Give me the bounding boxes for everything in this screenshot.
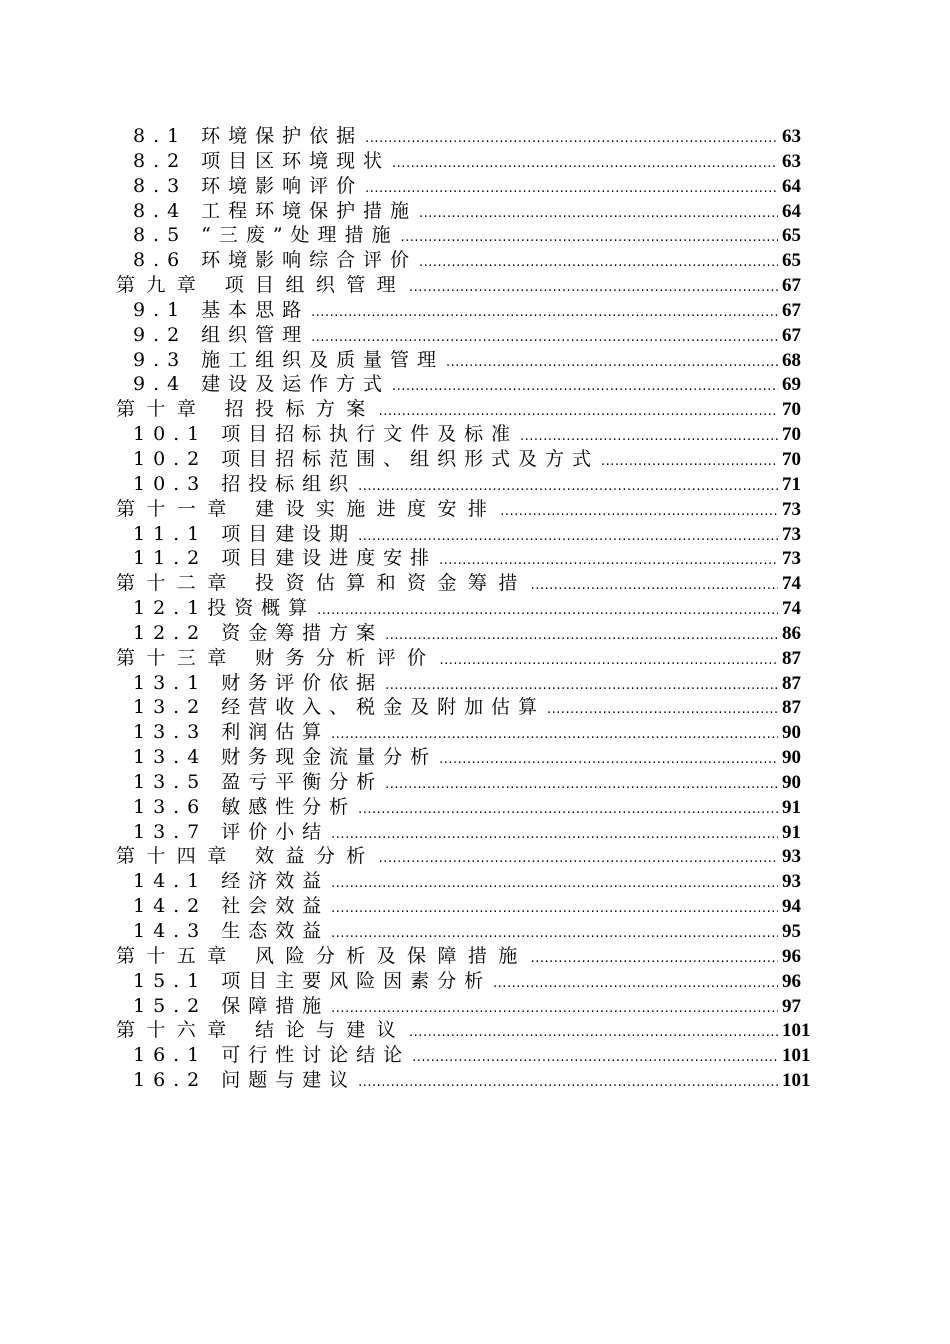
toc-dot-leader — [400, 226, 778, 251]
toc-section-row[interactable] — [116, 472, 820, 497]
toc-dot-leader — [547, 698, 778, 723]
toc-entry-title: 16.2 问题与建议 — [133, 1069, 357, 1092]
toc-page-number: 68 — [782, 349, 801, 371]
toc-entry-title: 13.5 盈亏平衡分析 — [133, 770, 384, 793]
toc-page-number: 87 — [782, 697, 801, 719]
toc-dot-leader — [358, 1071, 778, 1096]
toc-section-row[interactable] — [116, 298, 820, 323]
toc-entry-title: 9.1 基本思路 — [133, 298, 310, 321]
toc-section-row[interactable] — [116, 149, 820, 174]
toc-dot-leader — [500, 500, 778, 525]
toc-page-number: 97 — [782, 995, 801, 1017]
toc-page-number: 63 — [782, 150, 801, 172]
toc-section-row[interactable] — [116, 447, 820, 472]
toc-section-row[interactable] — [116, 745, 820, 770]
toc-chapter-row[interactable] — [116, 397, 820, 422]
toc-entry-title: 8.5 “三废”处理措施 — [133, 224, 399, 247]
toc-dot-leader — [409, 1021, 778, 1046]
toc-entry-title: 8.6 环境影响综合评价 — [133, 249, 418, 272]
toc-section-row[interactable] — [116, 695, 820, 720]
toc-entry-title: 10.1 项目招标执行文件及标准 — [133, 423, 519, 446]
toc-section-row[interactable] — [116, 671, 820, 696]
toc-page-number: 70 — [782, 424, 801, 446]
toc-entry-title: 9.3 施工组织及质量管理 — [133, 348, 444, 371]
toc-entry-title: 11.1 项目建设期 — [133, 522, 357, 545]
toc-entry-title: 第十一章 建设实施进度安排 — [116, 497, 499, 520]
toc-page-number: 67 — [782, 299, 801, 321]
toc-section-row[interactable] — [116, 323, 820, 348]
toc-entry-title: 9.2 组织管理 — [133, 323, 310, 346]
toc-entry-title: 8.3 环境影响评价 — [133, 174, 364, 197]
toc-entry-title: 12.1投资概算 — [133, 597, 316, 620]
toc-page-number: 91 — [782, 796, 801, 818]
toc-page-number: 91 — [782, 821, 801, 843]
toc-page-number: 101 — [782, 1045, 811, 1067]
toc-page-number: 64 — [782, 175, 801, 197]
toc-entry-title: 第十章 招投标方案 — [116, 398, 377, 421]
toc-entry-title: 13.6 敏感性分析 — [133, 795, 357, 818]
toc-section-row[interactable] — [116, 919, 820, 944]
toc-dot-leader — [392, 375, 778, 400]
toc-section-row[interactable] — [116, 124, 820, 149]
toc-entry-title: 12.2 资金筹措方案 — [133, 621, 384, 644]
toc-dot-leader — [365, 177, 778, 202]
toc-entry-title: 15.2 保障措施 — [133, 994, 330, 1017]
toc-page-number: 90 — [782, 747, 801, 769]
toc-section-row[interactable] — [116, 969, 820, 994]
toc-entry-title: 第十四章 效益分析 — [116, 845, 377, 868]
toc-section-row[interactable] — [116, 546, 820, 571]
toc-entry-title: 13.2 经营收入、税金及附加估算 — [133, 696, 546, 719]
toc-section-row[interactable] — [116, 223, 820, 248]
toc-dot-leader — [601, 450, 778, 475]
toc-dot-leader — [358, 798, 778, 823]
toc-page-number: 70 — [782, 448, 801, 470]
toc-section-row[interactable] — [116, 994, 820, 1019]
toc-chapter-row[interactable] — [116, 844, 820, 869]
toc-page-number: 101 — [782, 1020, 811, 1042]
toc-section-row[interactable] — [116, 522, 820, 547]
toc-entry-title: 15.1 项目主要风险因素分析 — [133, 969, 492, 992]
toc-entry-title: 8.4 工程环境保护措施 — [133, 199, 418, 222]
toc-section-row[interactable] — [116, 174, 820, 199]
toc-page-number: 95 — [782, 921, 801, 942]
toc-page-number: 94 — [782, 896, 801, 918]
toc-entry-title: 10.3 招投标组织 — [133, 472, 357, 495]
toc-page-number: 93 — [782, 846, 801, 868]
toc-chapter-row[interactable] — [116, 944, 820, 969]
toc-dot-leader — [331, 872, 778, 897]
toc-chapter-row[interactable] — [116, 646, 820, 671]
toc-section-row[interactable] — [116, 820, 820, 845]
toc-page-number: 96 — [782, 970, 801, 992]
toc-chapter-row[interactable] — [116, 1018, 820, 1043]
toc-entry-title: 第十二章 投资估算和资金筹措 — [116, 572, 529, 595]
toc-dot-leader — [439, 748, 778, 773]
toc-dot-leader — [365, 127, 778, 152]
toc-dot-leader — [419, 251, 778, 276]
toc-entry-title: 9.4 建设及运作方式 — [133, 373, 391, 396]
toc-dot-leader — [311, 301, 778, 326]
toc-page-number: 86 — [782, 622, 801, 644]
toc-section-row[interactable] — [116, 1043, 820, 1068]
toc-entry-title: 第十五章 风险分析及保障措施 — [116, 944, 529, 967]
toc-page-number: 65 — [782, 225, 801, 247]
toc-page-number: 70 — [782, 399, 801, 421]
toc-page-number: 73 — [782, 523, 801, 545]
toc-entry-title: 14.1 经济效益 — [133, 870, 330, 893]
toc-section-row[interactable] — [116, 199, 820, 224]
toc-section-row[interactable] — [116, 770, 820, 795]
toc-dot-leader — [409, 276, 778, 301]
toc-entry-title: 16.1 可行性讨论结论 — [133, 1044, 411, 1067]
toc-dot-leader — [439, 649, 778, 674]
toc-entry-title: 13.4 财务现金流量分析 — [133, 746, 438, 769]
toc-entry-title: 13.3 利润估算 — [133, 721, 330, 744]
toc-entry-title: 8.1 环境保护依据 — [133, 125, 364, 147]
toc-dot-leader — [385, 624, 778, 649]
toc-page-number: 73 — [782, 548, 801, 570]
toc-dot-leader — [392, 152, 778, 177]
toc-chapter-row[interactable] — [116, 571, 820, 596]
toc-section-row[interactable] — [116, 248, 820, 273]
toc-section-row[interactable] — [116, 348, 820, 373]
toc-page-number: 71 — [782, 473, 801, 495]
toc-page-number: 96 — [782, 945, 801, 967]
toc-page-number: 63 — [782, 126, 801, 147]
toc-entry-title: 14.2 社会效益 — [133, 895, 330, 918]
toc-page-number: 90 — [782, 771, 801, 793]
toc-page-number: 65 — [782, 250, 801, 272]
toc-dot-leader — [317, 599, 778, 624]
toc-section-row[interactable] — [116, 422, 820, 447]
toc-entry-title: 第十六章 结论与建议 — [116, 1019, 408, 1042]
toc-page-number: 87 — [782, 647, 801, 669]
table-of-contents — [116, 124, 820, 1093]
toc-entry-title: 13.1 财务评价依据 — [133, 671, 384, 694]
toc-section-row[interactable] — [116, 596, 820, 621]
toc-section-row[interactable] — [116, 795, 820, 820]
toc-page-number: 74 — [782, 573, 801, 595]
toc-chapter-row[interactable] — [116, 497, 820, 522]
toc-dot-leader — [412, 1046, 778, 1071]
toc-page-number: 87 — [782, 672, 801, 694]
toc-dot-leader — [379, 847, 778, 872]
toc-page-number: 73 — [782, 498, 801, 520]
toc-dot-leader — [331, 823, 778, 848]
toc-section-row[interactable] — [116, 894, 820, 919]
toc-page-number: 93 — [782, 871, 801, 893]
toc-page-number: 67 — [782, 275, 801, 297]
toc-dot-leader — [531, 947, 778, 972]
toc-dot-leader — [493, 972, 778, 997]
toc-page-number: 101 — [782, 1070, 811, 1092]
toc-entry-title: 第九章 项目组织管理 — [116, 274, 408, 297]
toc-chapter-row[interactable] — [116, 273, 820, 298]
toc-section-row[interactable] — [116, 372, 820, 397]
toc-dot-leader — [531, 574, 778, 599]
toc-dot-leader — [446, 351, 778, 376]
toc-page-number: 69 — [782, 374, 801, 396]
toc-entry-title: 11.2 项目建设进度安排 — [133, 547, 438, 570]
toc-entry-title: 14.3 生态效益 — [133, 920, 330, 942]
toc-entry-title: 第十三章 财务分析评价 — [116, 646, 438, 669]
toc-section-row[interactable] — [116, 1068, 820, 1093]
toc-entry-title: 13.7 评价小结 — [133, 820, 330, 843]
toc-entry-title: 8.2 项目区环境现状 — [133, 149, 391, 172]
toc-section-row[interactable] — [116, 869, 820, 894]
toc-dot-leader — [331, 897, 778, 922]
toc-page-number: 90 — [782, 722, 801, 744]
toc-entry-title: 10.2 项目招标范围、组织形式及方式 — [133, 447, 599, 470]
toc-dot-leader — [419, 202, 778, 227]
toc-page-number: 64 — [782, 200, 801, 222]
toc-section-row[interactable] — [116, 621, 820, 646]
toc-dot-leader — [385, 773, 778, 798]
toc-page-number: 67 — [782, 324, 801, 346]
toc-section-row[interactable] — [116, 720, 820, 745]
toc-page-number: 74 — [782, 598, 801, 620]
